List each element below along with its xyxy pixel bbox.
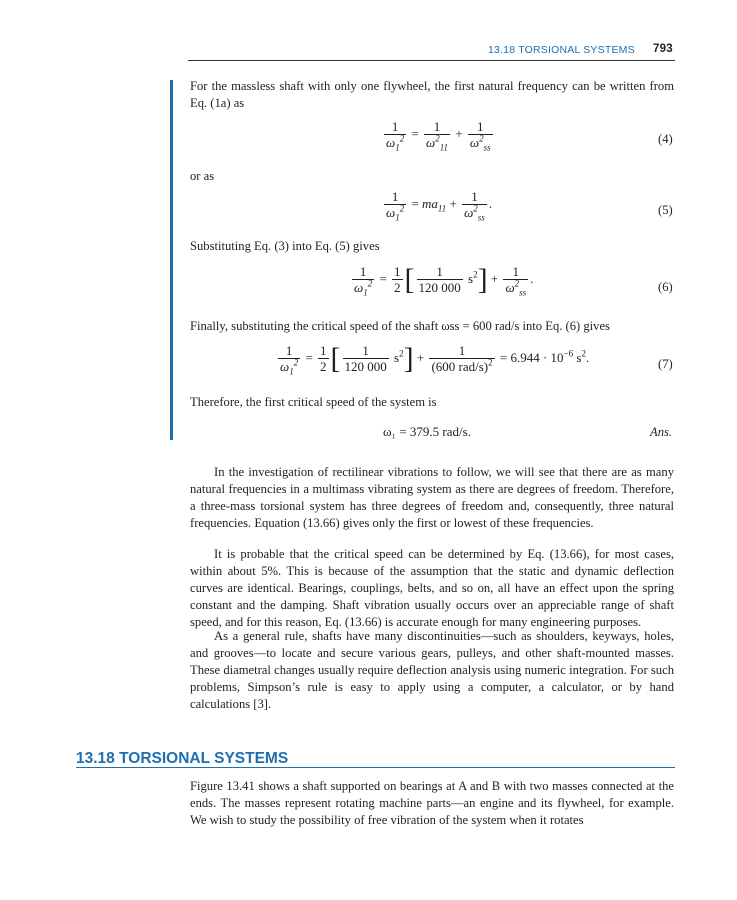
eq7-constant: 120 000 [344,359,387,374]
eq7-exponent: −6 [563,348,574,359]
eq7-denominator: (600 rad/s) [431,359,489,374]
page-number: 793 [653,43,673,55]
equation-4: $\frac{1}{\omega_1^2}$ = $\frac{1}{\omega^2_{11}}$ + $\frac{1}{\omega^2_{ss}}$ [386,119,491,153]
paragraph-1: In the investigation of rectilinear vibrations to follow, we will see that there are as many natural frequencies in a multimass vibrating system as there are degrees of freedom. Therefore, a three-mass torsional system has three degrees of freedom and, consequently, three natural frequencies. Equation (13.66) gives only the first or lowest of these frequencies. [190,465,674,530]
example-side-bar [170,80,173,440]
equation-7: $\frac{1}{\omega_1^2}$ = $\frac{1}{2}$ [ $\frac{1}{120 000}$ $s^2$] + $\frac{1}{(600 rad/s)^2}$ = $6.944 \cdot 10^{-6}$ $s^2$. [280,342,590,377]
paragraph-2: It is probable that the critical speed can be determined by Eq. (13.66), for most cases, within about 5%. This is because of the assumption that the static and dynamic deflection curves are identical. Bearings, couplings, belts, and so on, all have an effect upon the spring constant and the damping. Shaft vibration usually occurs over an appreciable range of shaft speed, and for this reason, Eq. (13.66) is accurate enough for many engineering purposes. [190,547,674,629]
or-as-text: or as [190,169,215,183]
equation-number-7: (7) [658,357,673,371]
equation-number-6: (6) [658,280,673,294]
eq7-unit: s [573,349,582,365]
equation-number-4: (4) [658,132,673,146]
running-header [488,43,673,56]
section-title: 13.18 TORSIONAL SYSTEMS [76,750,289,767]
eq7-result: = 6.944 · 10 [499,349,564,365]
header-rule [188,60,675,61]
paragraph-3: As a general rule, shafts have many discontinuities—such as shoulders, keyways, holes, and grooves—to locate and secure various gears, pulleys, and other shaft-mounted masses. These diametral changes usually require deflection analysis using numeric integration. For such problems, Simpson’s rule is easy to apply using a computer, a calculator, or by hand calculations [3]. [190,629,674,711]
header-section-label: 13.18 TORSIONAL SYSTEMS [488,44,635,56]
paragraph-substituting: Substituting Eq. (3) into Eq. (5) gives [190,239,380,253]
equation-6: $\frac{1}{\omega_1^2}$ = $\frac{1}{2}$ [ $\frac{1}{120 000}$ $s^2$] + $\frac{1}{\omega^2_{ss}}$ . [354,263,534,298]
result-equation: ω₁ = 379.5 rad/s. [383,424,471,439]
paragraph-therefore: Therefore, the first critical speed of the system is [190,395,437,409]
paragraph-intro: For the massless shaft with only one flywheel, the first natural frequency can be written from Eq. (1a) as [190,79,674,110]
equation-5: $\frac{1}{\omega_1^2}$ = $ma_{11}$ + $\frac{1}{\omega^2_{ss}}$ . [386,189,493,223]
eq6-constant: 120 000 [418,280,461,295]
equation-number-5: (5) [658,203,673,217]
paragraph-finally: Finally, substituting the critical speed of the shaft ωss = 600 rad/s into Eq. (6) gives [190,319,610,333]
section-rule [76,767,675,768]
paragraph-4: Figure 13.41 shows a shaft supported on bearings at A and B with two masses connected at the ends. The masses represent rotating machine parts—an engine and its flywheel, for example. We wish to study the possibility of free vibration of the system when it rotates [190,779,674,827]
answer-label: Ans. [650,425,673,439]
